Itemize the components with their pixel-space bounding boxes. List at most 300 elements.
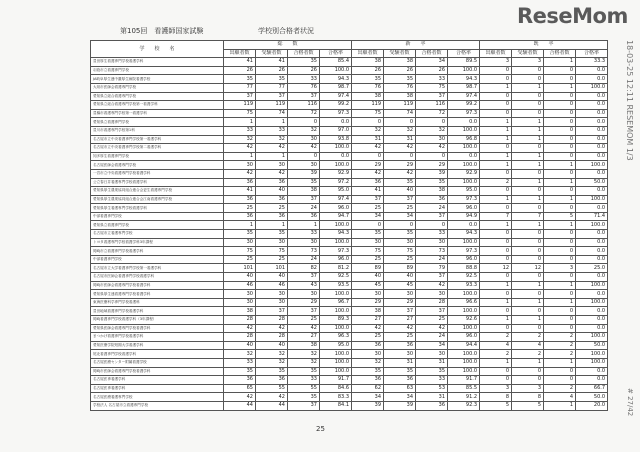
table-cell: 0 xyxy=(512,144,544,153)
table-cell: 89 xyxy=(352,264,384,273)
table-cell: 3 xyxy=(480,384,512,393)
table-cell: 43 xyxy=(288,281,320,290)
table-cell: 20.0 xyxy=(576,401,608,410)
table-cell: 4 xyxy=(512,341,544,350)
table-cell: 89.3 xyxy=(320,316,352,325)
table-cell: 41 xyxy=(224,187,256,196)
table-cell: 28 xyxy=(416,298,448,307)
table-cell: 1 xyxy=(480,118,512,127)
table-row xyxy=(91,281,608,290)
table-cell: 30 xyxy=(416,135,448,144)
table-cell: 27 xyxy=(352,316,384,325)
table-cell: 24 xyxy=(288,255,320,264)
table-cell: 0 xyxy=(480,144,512,153)
school-name: 愛知県立看護専門学校 xyxy=(91,118,224,127)
table-row xyxy=(91,195,608,204)
school-name: 中部看護専門学校 xyxy=(91,255,224,264)
school-name: 東海医療科学専門学校看護科 xyxy=(91,298,224,307)
table-cell: 97.4 xyxy=(320,92,352,101)
table-cell: 37 xyxy=(384,195,416,204)
table-cell: 96.0 xyxy=(448,255,480,264)
table-row xyxy=(91,230,608,239)
table-cell: 3 xyxy=(544,264,576,273)
table-cell: 0 xyxy=(480,92,512,101)
table-cell: 30 xyxy=(352,350,384,359)
table-cell: 0 xyxy=(480,75,512,84)
table-cell: 36 xyxy=(224,195,256,204)
table-cell: 35 xyxy=(288,393,320,402)
table-cell: 42 xyxy=(256,324,288,333)
table-cell: 1 xyxy=(512,178,544,187)
table-cell: 25.0 xyxy=(576,264,608,273)
table-cell: 36 xyxy=(224,178,256,187)
table-cell: 96.0 xyxy=(448,204,480,213)
table-cell: 100.0 xyxy=(576,298,608,307)
school-name: 名古屋市立看護専門学校 xyxy=(91,230,224,239)
column-header: 受験者数 xyxy=(256,49,288,58)
table-cell: 0 xyxy=(512,247,544,256)
table-cell: 38 xyxy=(352,307,384,316)
section-title: 学校別合格者状況 xyxy=(258,27,314,35)
table-cell: 1 xyxy=(512,358,544,367)
table-cell: 39 xyxy=(416,169,448,178)
table-cell: 76 xyxy=(352,83,384,92)
table-cell: 94.3 xyxy=(448,75,480,84)
table-cell: 100.0 xyxy=(320,307,352,316)
table-cell: 25 xyxy=(384,204,416,213)
table-cell: 0 xyxy=(416,152,448,161)
table-cell: 33.3 xyxy=(576,58,608,67)
table-cell: 81.2 xyxy=(320,264,352,273)
table-cell: 0 xyxy=(480,367,512,376)
table-cell: 97.3 xyxy=(320,109,352,118)
table-cell: 1 xyxy=(512,126,544,135)
table-cell: 36 xyxy=(224,212,256,221)
table-cell: 2 xyxy=(512,333,544,342)
table-cell: 89 xyxy=(384,264,416,273)
table-cell: 119 xyxy=(384,101,416,110)
table-cell: 1 xyxy=(224,152,256,161)
table-cell: 0 xyxy=(544,66,576,75)
table-cell: 25 xyxy=(256,204,288,213)
table-cell: 26 xyxy=(224,66,256,75)
table-cell: 41 xyxy=(224,58,256,67)
table-cell: 42 xyxy=(352,144,384,153)
table-cell: 0 xyxy=(544,101,576,110)
table-cell: 35 xyxy=(256,367,288,376)
school-name: 愛知県立総合看護専門学校第一看護学科 xyxy=(91,101,224,110)
table-cell: 38 xyxy=(352,92,384,101)
table-cell: 44 xyxy=(256,401,288,410)
table-cell: 42 xyxy=(256,393,288,402)
table-cell: 1 xyxy=(544,401,576,410)
table-cell: 0 xyxy=(384,221,416,230)
table-cell: 100.0 xyxy=(448,350,480,359)
group-header-row xyxy=(91,41,608,50)
table-cell: 37 xyxy=(352,195,384,204)
column-header: 出願者数 xyxy=(480,49,512,58)
table-cell: 0 xyxy=(544,75,576,84)
table-row xyxy=(91,333,608,342)
school-name: 岡崎看護専門学校看護学科（3年課程） xyxy=(91,316,224,325)
table-cell: 40 xyxy=(256,341,288,350)
table-cell: 29 xyxy=(384,298,416,307)
table-cell: 29 xyxy=(416,161,448,170)
table-cell: 5 xyxy=(480,401,512,410)
results-table xyxy=(90,40,608,411)
table-cell: 35 xyxy=(288,178,320,187)
table-row xyxy=(91,358,608,367)
table-cell: 75 xyxy=(384,247,416,256)
table-cell: 36 xyxy=(224,376,256,385)
table-cell: 0.0 xyxy=(576,230,608,239)
table-cell: 0.0 xyxy=(576,204,608,213)
table-cell: 36 xyxy=(352,376,384,385)
table-row xyxy=(91,152,608,161)
table-cell: 42 xyxy=(256,144,288,153)
table-cell: 0.0 xyxy=(576,367,608,376)
table-cell: 1 xyxy=(480,195,512,204)
table-cell: 4 xyxy=(480,341,512,350)
table-row xyxy=(91,126,608,135)
table-cell: 0 xyxy=(512,66,544,75)
table-cell: 40 xyxy=(256,187,288,196)
table-cell: 1 xyxy=(480,281,512,290)
table-cell: 0.0 xyxy=(576,66,608,75)
table-cell: 32 xyxy=(288,350,320,359)
table-cell: 0 xyxy=(416,118,448,127)
table-cell: 33 xyxy=(288,230,320,239)
table-cell: 25 xyxy=(256,255,288,264)
table-cell: 35 xyxy=(416,178,448,187)
table-cell: 42 xyxy=(224,324,256,333)
table-cell: 1 xyxy=(512,298,544,307)
table-cell: 100.0 xyxy=(448,161,480,170)
table-cell: 32 xyxy=(256,350,288,359)
table-cell: 41 xyxy=(256,58,288,67)
table-cell: 30 xyxy=(256,290,288,299)
table-cell: 37 xyxy=(224,92,256,101)
school-name: 羽島市立看護専門学校 xyxy=(91,66,224,75)
table-cell: 12 xyxy=(512,264,544,273)
school-name: まつかげ看護専門学校看護学科 xyxy=(91,333,224,342)
table-cell: 88.8 xyxy=(448,264,480,273)
table-cell: 1 xyxy=(512,83,544,92)
table-cell: 42 xyxy=(416,281,448,290)
table-cell: 35 xyxy=(352,230,384,239)
table-cell: 77 xyxy=(224,83,256,92)
school-name: 名古屋市立大学看護専門学校第一看護学科 xyxy=(91,264,224,273)
table-cell: 100.0 xyxy=(448,144,480,153)
table-cell: 36 xyxy=(384,376,416,385)
table-cell: 33 xyxy=(416,75,448,84)
table-cell: 100.0 xyxy=(320,221,352,230)
table-cell: 93.3 xyxy=(448,281,480,290)
table-cell: 0 xyxy=(512,376,544,385)
table-cell: 1 xyxy=(480,316,512,325)
table-cell: 0.0 xyxy=(576,307,608,316)
table-cell: 97.3 xyxy=(448,247,480,256)
table-cell: 1 xyxy=(512,281,544,290)
table-cell: 37 xyxy=(416,92,448,101)
table-cell: 96.6 xyxy=(448,298,480,307)
table-cell: 30 xyxy=(352,290,384,299)
table-cell: 30 xyxy=(256,298,288,307)
table-cell: 0.0 xyxy=(576,75,608,84)
table-cell: 0.0 xyxy=(576,118,608,127)
table-cell: 100.0 xyxy=(576,83,608,92)
table-cell: 1 xyxy=(480,298,512,307)
table-cell: 0 xyxy=(512,109,544,118)
school-name: 大垣市医師会看護専門学校 xyxy=(91,83,224,92)
table-cell: 36 xyxy=(256,376,288,385)
table-cell: 3 xyxy=(512,58,544,67)
table-cell: 65 xyxy=(224,384,256,393)
table-cell: 35 xyxy=(352,367,384,376)
table-cell: 96.0 xyxy=(320,204,352,213)
table-cell: 1 xyxy=(544,358,576,367)
table-cell: 1 xyxy=(480,135,512,144)
table-cell: 1 xyxy=(544,83,576,92)
table-cell: 1 xyxy=(224,221,256,230)
table-cell: 38 xyxy=(224,307,256,316)
table-cell: 0 xyxy=(544,204,576,213)
table-cell: 1 xyxy=(480,221,512,230)
table-cell: 97.3 xyxy=(320,247,352,256)
table-row xyxy=(91,58,608,67)
table-cell: 100.0 xyxy=(320,367,352,376)
table-cell: 42 xyxy=(352,324,384,333)
table-cell: 30 xyxy=(288,290,320,299)
table-cell: 62 xyxy=(352,384,384,393)
table-cell: 24 xyxy=(288,204,320,213)
school-name: 名古屋医療看護専門学校 xyxy=(91,393,224,402)
table-cell: 1 xyxy=(512,316,544,325)
table-cell: 94.7 xyxy=(320,212,352,221)
table-cell: 92.9 xyxy=(448,169,480,178)
table-cell: 75 xyxy=(352,109,384,118)
table-cell: 0.0 xyxy=(576,135,608,144)
table-cell: 0 xyxy=(512,101,544,110)
table-row xyxy=(91,221,608,230)
exam-title: 第105回 看護師国家試験 xyxy=(120,27,204,35)
table-cell: 0 xyxy=(512,273,544,282)
table-cell: 37 xyxy=(384,307,416,316)
table-cell: 42 xyxy=(384,324,416,333)
table-cell: 116 xyxy=(288,101,320,110)
table-cell: 96.0 xyxy=(448,333,480,342)
table-cell: 100.0 xyxy=(448,178,480,187)
table-cell: 0 xyxy=(416,221,448,230)
table-cell: 2 xyxy=(512,350,544,359)
table-cell: 100.0 xyxy=(320,144,352,153)
table-cell: 100.0 xyxy=(320,66,352,75)
table-cell: 7 xyxy=(512,212,544,221)
table-cell: 0 xyxy=(544,255,576,264)
table-cell: 25 xyxy=(288,316,320,325)
table-cell: 1 xyxy=(480,83,512,92)
column-header: 出願者数 xyxy=(352,49,384,58)
table-cell: 1 xyxy=(512,221,544,230)
table-cell: 2 xyxy=(480,178,512,187)
table-cell: 35 xyxy=(256,230,288,239)
table-cell: 35 xyxy=(224,367,256,376)
table-cell: 50.0 xyxy=(576,393,608,402)
table-cell: 0 xyxy=(544,316,576,325)
table-cell: 32 xyxy=(384,126,416,135)
table-cell: 30 xyxy=(288,238,320,247)
table-cell: 4 xyxy=(544,393,576,402)
table-cell: 72 xyxy=(416,109,448,118)
table-cell: 38 xyxy=(384,92,416,101)
table-cell: 1 xyxy=(544,58,576,67)
table-cell: 92.5 xyxy=(320,273,352,282)
table-cell: 0 xyxy=(512,204,544,213)
school-name: 愛知県厚生農業協同組合連合会更生看護専門学校 xyxy=(91,187,224,196)
table-cell: 33 xyxy=(288,75,320,84)
table-cell: 35 xyxy=(384,75,416,84)
table-cell: 71.4 xyxy=(576,212,608,221)
table-cell: 37 xyxy=(288,195,320,204)
table-cell: 38 xyxy=(416,187,448,196)
table-cell: 0 xyxy=(544,109,576,118)
school-name: 豊田地域看護専門学校看護学科 xyxy=(91,307,224,316)
table-cell: 0.0 xyxy=(576,273,608,282)
table-cell: 42 xyxy=(416,144,448,153)
table-cell: 2 xyxy=(544,333,576,342)
table-cell: 42 xyxy=(224,393,256,402)
table-cell: 50.0 xyxy=(576,341,608,350)
column-header: 合格者数 xyxy=(288,49,320,58)
table-cell: 0 xyxy=(480,238,512,247)
table-cell: 36 xyxy=(416,195,448,204)
school-name: 豊田厚生看護専門学校看護学科 xyxy=(91,58,224,67)
table-row xyxy=(91,341,608,350)
group-header-past: 既 卒 xyxy=(480,41,608,50)
table-cell: 0 xyxy=(384,118,416,127)
school-name: 尾北看護専門学校看護学科 xyxy=(91,350,224,359)
page-number: 25 xyxy=(316,425,325,433)
table-cell: 72 xyxy=(288,109,320,118)
table-cell: 0.0 xyxy=(576,255,608,264)
table-cell: 76 xyxy=(288,83,320,92)
table-cell: 101 xyxy=(256,264,288,273)
table-cell: 1 xyxy=(544,281,576,290)
table-cell: 0 xyxy=(384,152,416,161)
table-cell: 30 xyxy=(416,290,448,299)
table-cell: 26 xyxy=(352,66,384,75)
table-cell: 40 xyxy=(352,273,384,282)
table-cell: 31 xyxy=(384,358,416,367)
table-cell: 85.4 xyxy=(320,58,352,67)
table-row xyxy=(91,290,608,299)
table-cell: 100.0 xyxy=(448,238,480,247)
table-cell: 0 xyxy=(544,144,576,153)
table-cell: 119 xyxy=(256,101,288,110)
table-row xyxy=(91,135,608,144)
table-row xyxy=(91,169,608,178)
table-cell: 36 xyxy=(256,195,288,204)
fax-page-count: # 27/42 xyxy=(626,388,634,417)
table-cell: 0.0 xyxy=(576,144,608,153)
table-cell: 91.7 xyxy=(448,376,480,385)
table-cell: 34 xyxy=(384,212,416,221)
table-row xyxy=(91,393,608,402)
table-cell: 0 xyxy=(480,204,512,213)
table-cell: 25 xyxy=(384,333,416,342)
table-cell: 75 xyxy=(256,247,288,256)
table-cell: 1 xyxy=(256,221,288,230)
table-cell: 40 xyxy=(224,273,256,282)
table-cell: 0 xyxy=(480,255,512,264)
table-cell: 50.0 xyxy=(576,178,608,187)
table-cell: 0 xyxy=(480,376,512,385)
table-row xyxy=(91,101,608,110)
table-cell: 31 xyxy=(384,135,416,144)
table-cell: 0 xyxy=(288,152,320,161)
table-cell: 0 xyxy=(480,247,512,256)
table-cell: 82 xyxy=(288,264,320,273)
table-cell: 100.0 xyxy=(448,307,480,316)
table-cell: 0 xyxy=(480,101,512,110)
table-cell: 0 xyxy=(544,307,576,316)
table-cell: 95.0 xyxy=(320,187,352,196)
table-cell: 92.6 xyxy=(448,316,480,325)
table-cell: 28 xyxy=(224,333,256,342)
table-cell: 100.0 xyxy=(448,367,480,376)
table-cell: 37 xyxy=(288,92,320,101)
table-cell: 28 xyxy=(224,316,256,325)
table-cell: 37 xyxy=(288,307,320,316)
table-cell: 33 xyxy=(416,376,448,385)
table-cell: 24 xyxy=(416,333,448,342)
table-cell: 89.5 xyxy=(448,58,480,67)
table-cell: 2 xyxy=(480,350,512,359)
table-cell: 0 xyxy=(352,221,384,230)
table-cell: 30 xyxy=(256,161,288,170)
table-cell: 1 xyxy=(512,152,544,161)
table-cell: 0 xyxy=(480,187,512,196)
table-cell: 0.0 xyxy=(320,152,352,161)
table-cell: 99.2 xyxy=(448,101,480,110)
table-cell: 25 xyxy=(224,255,256,264)
table-row xyxy=(91,204,608,213)
table-cell: 53 xyxy=(416,384,448,393)
school-name-header: 学 校 名 xyxy=(91,41,224,58)
table-cell: 0.0 xyxy=(576,238,608,247)
table-cell: 1 xyxy=(544,221,576,230)
table-cell: 1 xyxy=(512,161,544,170)
school-name: 豊橋市看護専門学校第一看護学科 xyxy=(91,109,224,118)
table-cell: 7 xyxy=(480,212,512,221)
fax-stamp: 18-03-25 12:11 RESEMOM 1/3 xyxy=(625,40,634,161)
table-cell: 100.0 xyxy=(576,195,608,204)
table-cell: 40 xyxy=(256,273,288,282)
table-cell: 97.4 xyxy=(320,195,352,204)
table-cell: 0.0 xyxy=(576,187,608,196)
column-header: 出願者数 xyxy=(224,49,256,58)
table-cell: 42 xyxy=(224,144,256,153)
table-cell: 32 xyxy=(288,358,320,367)
table-cell: 0.0 xyxy=(448,118,480,127)
table-cell: 96.8 xyxy=(448,135,480,144)
table-cell: 26 xyxy=(384,66,416,75)
table-cell: 32 xyxy=(256,135,288,144)
table-row xyxy=(91,384,608,393)
table-cell: 35 xyxy=(416,367,448,376)
table-cell: 100.0 xyxy=(320,161,352,170)
table-cell: 95.0 xyxy=(320,341,352,350)
